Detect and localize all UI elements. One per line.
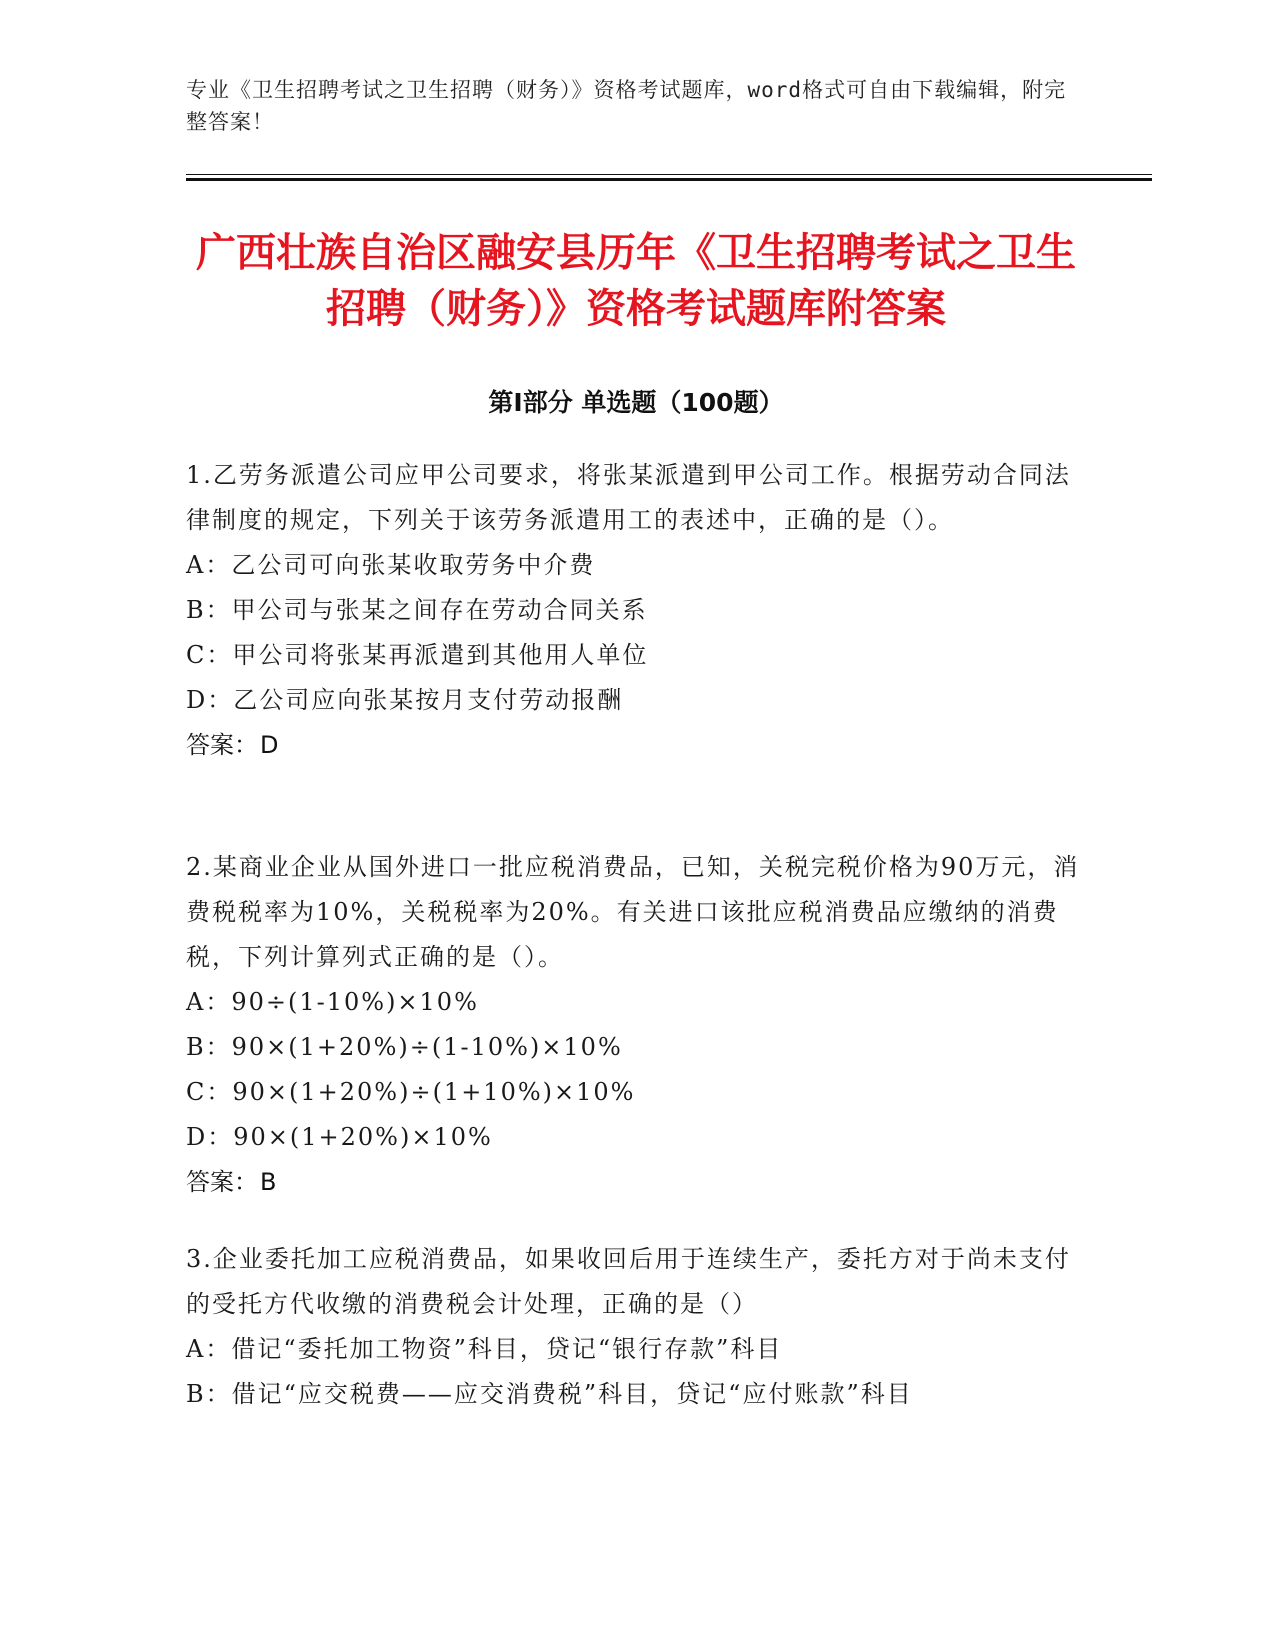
question-stem: 3.企业委托加工应税消费品，如果收回后用于连续生产，委托方对于尚未支付的受托方代收缴的消费税会计处理，正确的是（） xyxy=(186,1245,1071,1318)
option-a: A：90÷(1-10%)×10% xyxy=(186,988,479,1016)
answer-value: B xyxy=(260,1168,277,1196)
answer-line xyxy=(186,1160,1086,1205)
option-b: B：借记“应交税费——应交消费税”科目，贷记“应付账款”科目 xyxy=(186,1380,913,1408)
answer-label: 答案： xyxy=(186,731,258,759)
header-note: 专业《卫生招聘考试之卫生招聘（财务）》资格考试题库，word格式可自由下载编辑，附完整答案！ xyxy=(186,78,1067,134)
answer-label: 答案： xyxy=(186,1168,258,1196)
question-3 xyxy=(186,1237,1086,1417)
option-b: B：甲公司与张某之间存在劳动合同关系 xyxy=(186,596,648,624)
answer-value: D xyxy=(260,731,279,759)
question-stem: 1.乙劳务派遣公司应甲公司要求，将张某派遣到甲公司工作。根据劳动合同法律制度的规定，下列关于该劳务派遣用工的表述中，正确的是（）。 xyxy=(186,461,1071,534)
option-d: D：90×(1+20%)×10% xyxy=(186,1123,493,1151)
header-divider-thin xyxy=(186,174,1152,175)
option-a: A：借记“委托加工物资”科目，贷记“银行存款”科目 xyxy=(186,1335,783,1363)
header-divider-thick xyxy=(186,178,1152,181)
question-stem: 2.某商业企业从国外进口一批应税消费品，已知，关税完税价格为90万元，消费税税率为10%，关税税率为20%。有关进口该批应税消费品应缴纳的消费税，下列计算列式正确的是（）。 xyxy=(186,853,1080,971)
question-2 xyxy=(186,845,1086,1205)
answer-line xyxy=(186,723,1086,768)
option-a: A：乙公司可向张某收取劳务中介费 xyxy=(186,551,596,579)
option-b: B：90×(1+20%)÷(1-10%)×10% xyxy=(186,1033,623,1061)
document-title: 广西壮族自治区融安县历年《卫生招聘考试之卫生招聘（财务）》资格考试题库附答案 xyxy=(196,230,1076,332)
option-c: C：90×(1+20%)÷(1+10%)×10% xyxy=(186,1078,636,1106)
option-d: D：乙公司应向张某按月支付劳动报酬 xyxy=(186,686,624,714)
section-title: 第Ⅰ部分 单选题（100题） xyxy=(488,388,784,417)
question-1 xyxy=(186,453,1086,768)
option-c: C：甲公司将张某再派遣到其他用人单位 xyxy=(186,641,649,669)
